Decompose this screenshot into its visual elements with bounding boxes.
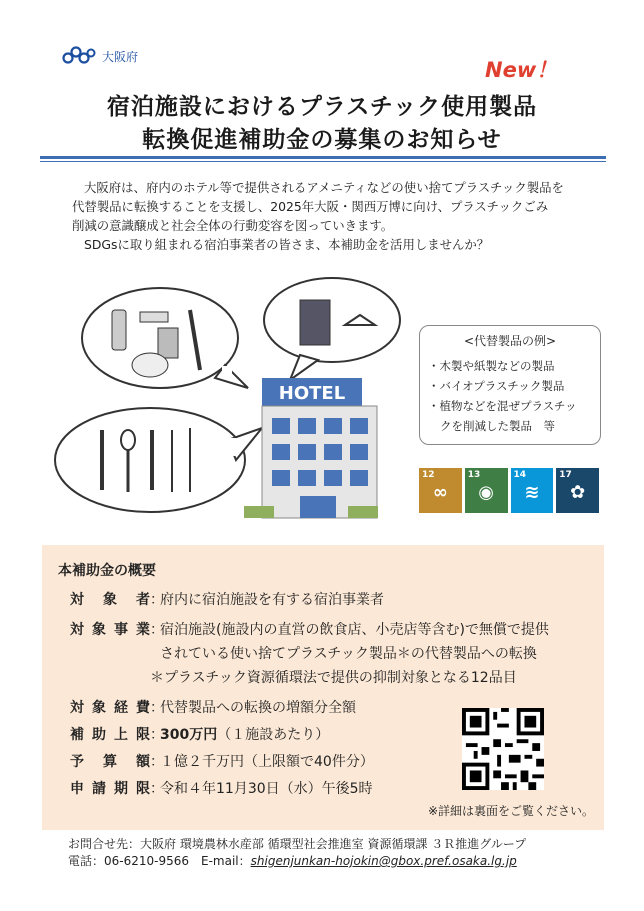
deadline-row: 申請期限 ： 令和４年11月30日（水）午後5時 bbox=[70, 777, 610, 801]
title-divider bbox=[40, 156, 606, 159]
cost-row: 対象経費 ： 代替製品への転換の増額分全額 bbox=[70, 696, 610, 720]
overview-title: 本補助金の概要 bbox=[58, 563, 156, 579]
budget-row: 予 算 額 ： １億２千万円（上限額で40件分） bbox=[70, 750, 610, 774]
intro-line: SDGsに取り組まれる宿泊事業者の皆さま、本補助金を活用しませんか？ bbox=[84, 237, 490, 252]
project-row: 対象事業 ： 宿泊施設(施設内の直営の飲食店、小売店等含む)で無償で提供 bbox=[70, 618, 610, 642]
example-item: ・木製や紙製などの製品 bbox=[428, 359, 555, 373]
target-label: 対 象 者 bbox=[70, 592, 150, 608]
limit-note: （１施設あたり） bbox=[217, 727, 330, 743]
sdg-icons bbox=[419, 468, 599, 513]
sdg-12-icon: 12 ∞ bbox=[419, 468, 462, 513]
cost-value: 代替製品への転換の増額分全額 bbox=[160, 700, 356, 716]
intro-line: 代替製品に転換することを支援し、2025年大阪・関西万博に向け、プラスチックごみ bbox=[72, 199, 549, 214]
intro-line: 大阪府は、府内のホテル等で提供されるアメニティなどの使い捨てプラスチック製品を bbox=[84, 180, 564, 195]
sdg-17-icon: 17 ✿ bbox=[556, 468, 599, 513]
sdg-13-icon: 13 ◉ bbox=[465, 468, 508, 513]
new-badge: New！ bbox=[485, 58, 558, 82]
examples-title: <代替製品の例> bbox=[463, 334, 557, 348]
deadline-value: 令和４年11月30日（水）午後5時 bbox=[160, 781, 373, 797]
cutlery-bubble bbox=[55, 408, 262, 512]
deadline-label: 申請期限 bbox=[70, 781, 150, 797]
detail-note: ※詳細は裏面をご覧ください。 bbox=[428, 804, 595, 818]
contact-info bbox=[68, 836, 526, 870]
amenity-bubble bbox=[82, 288, 248, 388]
examples-box bbox=[419, 325, 601, 445]
intro-text bbox=[72, 178, 612, 254]
qr-code[interactable] bbox=[462, 708, 544, 790]
intro-line: 削減の意識醸成と社会全体の行動変容を図っていきます。 bbox=[72, 218, 394, 233]
example-item: クを削減した製品 等 bbox=[440, 419, 555, 433]
target-row: 対 象 者 ： 府内に宿泊施設を有する宿泊事業者 bbox=[70, 588, 610, 612]
example-item: ・植物などを混ぜプラスチッ bbox=[428, 399, 577, 413]
limit-label: 補助上限 bbox=[70, 727, 150, 743]
contact-phone: 電話：06-6210-9566 E-mail： bbox=[68, 854, 251, 868]
limit-row: 補助上限 ： 300万円（１施設あたり） bbox=[70, 723, 610, 747]
budget-value: １億２千万円（上限額で40件分） bbox=[160, 754, 374, 770]
title-divider-thin bbox=[40, 161, 606, 162]
project-value: 宿泊施設(施設内の直営の飲食店、小売店等含む)で無償で提供 bbox=[160, 622, 549, 638]
hotel-sign: HOTEL bbox=[278, 383, 346, 404]
osaka-emblem-icon bbox=[62, 46, 96, 66]
sdg-14-icon: 14 ≋ bbox=[511, 468, 554, 513]
example-item: ・バイオプラスチック製品 bbox=[428, 379, 565, 393]
project-note: ＊プラスチック資源循環法で提供の抑制対象となる12品目 bbox=[150, 670, 517, 686]
contact-email-link[interactable]: shigenjunkan-hojokin@gbox.pref.osaka.lg.jp bbox=[250, 854, 517, 868]
project-label: 対象事業 bbox=[70, 622, 150, 638]
osaka-logo bbox=[62, 44, 172, 68]
page-title-line1: 宿泊施設におけるプラスチック使用製品 bbox=[106, 94, 538, 120]
budget-label: 予 算 額 bbox=[70, 754, 150, 770]
limit-amount: 300万円 bbox=[160, 727, 218, 743]
target-value: 府内に宿泊施設を有する宿泊事業者 bbox=[160, 592, 384, 608]
hotel-building bbox=[244, 378, 378, 518]
contact-line: お問合せ先：大阪府 環境農林水産部 循環型社会推進室 資源循環課 ３Ｒ推進グループ bbox=[68, 837, 527, 851]
cost-label: 対象経費 bbox=[70, 700, 150, 716]
page-title-line2: 転換促進補助金の募集のお知らせ bbox=[142, 127, 502, 153]
clothes-bubble bbox=[264, 278, 400, 380]
org-name: 大阪府 bbox=[102, 49, 139, 64]
project-value-cont: されている使い捨てプラスチック製品＊の代替製品への転換 bbox=[160, 646, 537, 662]
